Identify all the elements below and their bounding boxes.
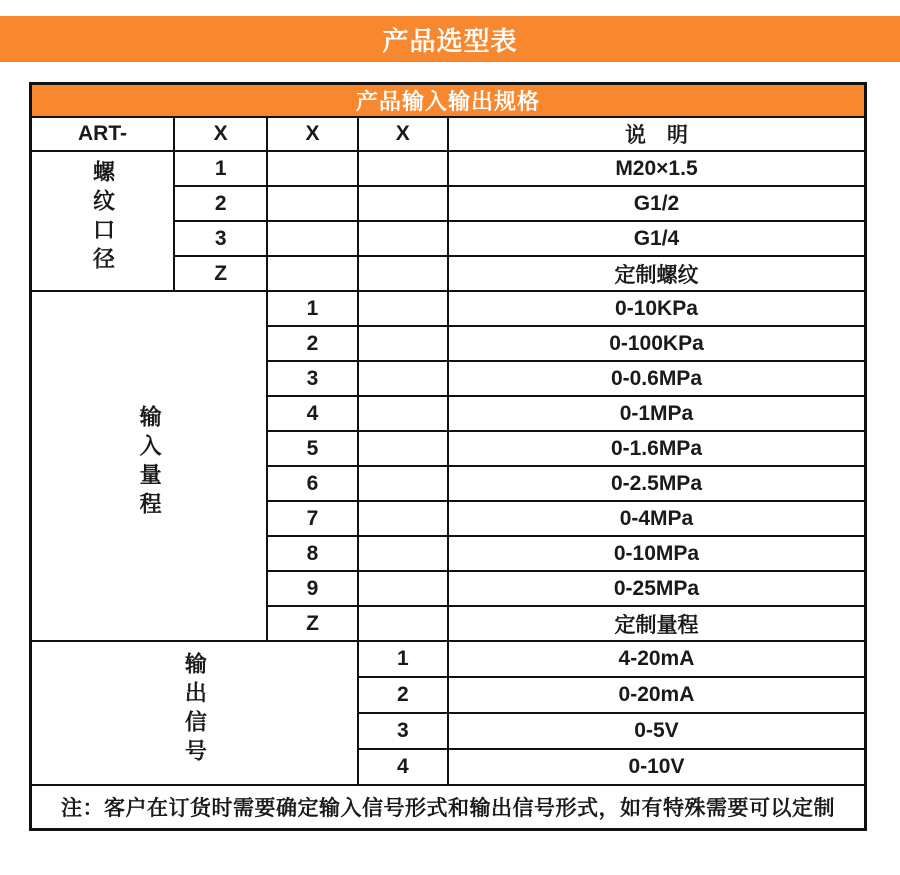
desc-cell: 定制螺纹 — [448, 256, 866, 291]
empty-cell — [358, 291, 448, 326]
desc-cell: 0-2.5MPa — [448, 466, 866, 501]
section-label-input-range-text: 输入量程 — [137, 405, 163, 521]
product-selection-table — [29, 82, 867, 831]
code-cell: 1 — [174, 151, 267, 186]
empty-cell — [358, 256, 448, 291]
page-title: 产品选型表 — [382, 25, 518, 56]
empty-cell — [358, 536, 448, 571]
desc-cell: M20×1.5 — [448, 151, 866, 186]
empty-cell — [358, 186, 448, 221]
code-cell: 2 — [267, 326, 357, 361]
empty-cell — [358, 151, 448, 186]
code-cell: 7 — [267, 501, 357, 536]
section-label-input-range — [31, 291, 268, 641]
code-cell: 1 — [267, 291, 357, 326]
code-cell: 4 — [358, 749, 448, 785]
desc-cell: 0-1.6MPa — [448, 431, 866, 466]
column-header-x1: X — [174, 117, 267, 151]
column-header-x3: X — [358, 117, 448, 151]
column-header-x2: X — [267, 117, 357, 151]
desc-cell: G1/2 — [448, 186, 866, 221]
desc-cell: G1/4 — [448, 221, 866, 256]
page-banner — [0, 16, 900, 62]
code-cell: 2 — [358, 677, 448, 713]
empty-cell — [358, 431, 448, 466]
code-cell: 3 — [174, 221, 267, 256]
empty-cell — [267, 151, 357, 186]
desc-cell: 0-20mA — [448, 677, 866, 713]
section-label-thread-size-text: 螺纹口径 — [90, 160, 116, 276]
code-cell: 3 — [358, 713, 448, 749]
code-cell: Z — [174, 256, 267, 291]
empty-cell — [358, 466, 448, 501]
code-cell: Z — [267, 606, 357, 641]
code-cell: 3 — [267, 361, 357, 396]
empty-cell — [358, 221, 448, 256]
section-label-output-signal — [31, 641, 358, 785]
empty-cell — [358, 571, 448, 606]
empty-cell — [358, 361, 448, 396]
desc-cell: 0-1MPa — [448, 396, 866, 431]
column-header-desc: 说 明 — [448, 117, 866, 151]
section-label-output-signal-text: 输出信号 — [182, 652, 208, 768]
desc-cell: 0-0.6MPa — [448, 361, 866, 396]
desc-cell: 4-20mA — [448, 641, 866, 677]
empty-cell — [358, 396, 448, 431]
section-label-thread-size — [31, 151, 175, 291]
empty-cell — [267, 256, 357, 291]
empty-cell — [358, 326, 448, 361]
desc-cell: 0-10MPa — [448, 536, 866, 571]
code-cell: 4 — [267, 396, 357, 431]
empty-cell — [267, 186, 357, 221]
empty-cell — [358, 501, 448, 536]
desc-cell: 定制量程 — [448, 606, 866, 641]
code-cell: 5 — [267, 431, 357, 466]
code-cell: 1 — [358, 641, 448, 677]
desc-cell: 0-5V — [448, 713, 866, 749]
desc-cell: 0-10V — [448, 749, 866, 785]
desc-cell: 0-25MPa — [448, 571, 866, 606]
desc-cell: 0-4MPa — [448, 501, 866, 536]
note-cell: 注：客户在订货时需要确定输入信号形式和输出信号形式，如有特殊需要可以定制 — [31, 785, 866, 829]
table-title: 产品输入输出规格 — [31, 84, 866, 118]
empty-cell — [358, 606, 448, 641]
code-cell: 8 — [267, 536, 357, 571]
code-cell: 2 — [174, 186, 267, 221]
desc-cell: 0-10KPa — [448, 291, 866, 326]
desc-cell: 0-100KPa — [448, 326, 866, 361]
code-cell: 6 — [267, 466, 357, 501]
empty-cell — [267, 221, 357, 256]
column-header-art: ART- — [31, 117, 175, 151]
code-cell: 9 — [267, 571, 357, 606]
